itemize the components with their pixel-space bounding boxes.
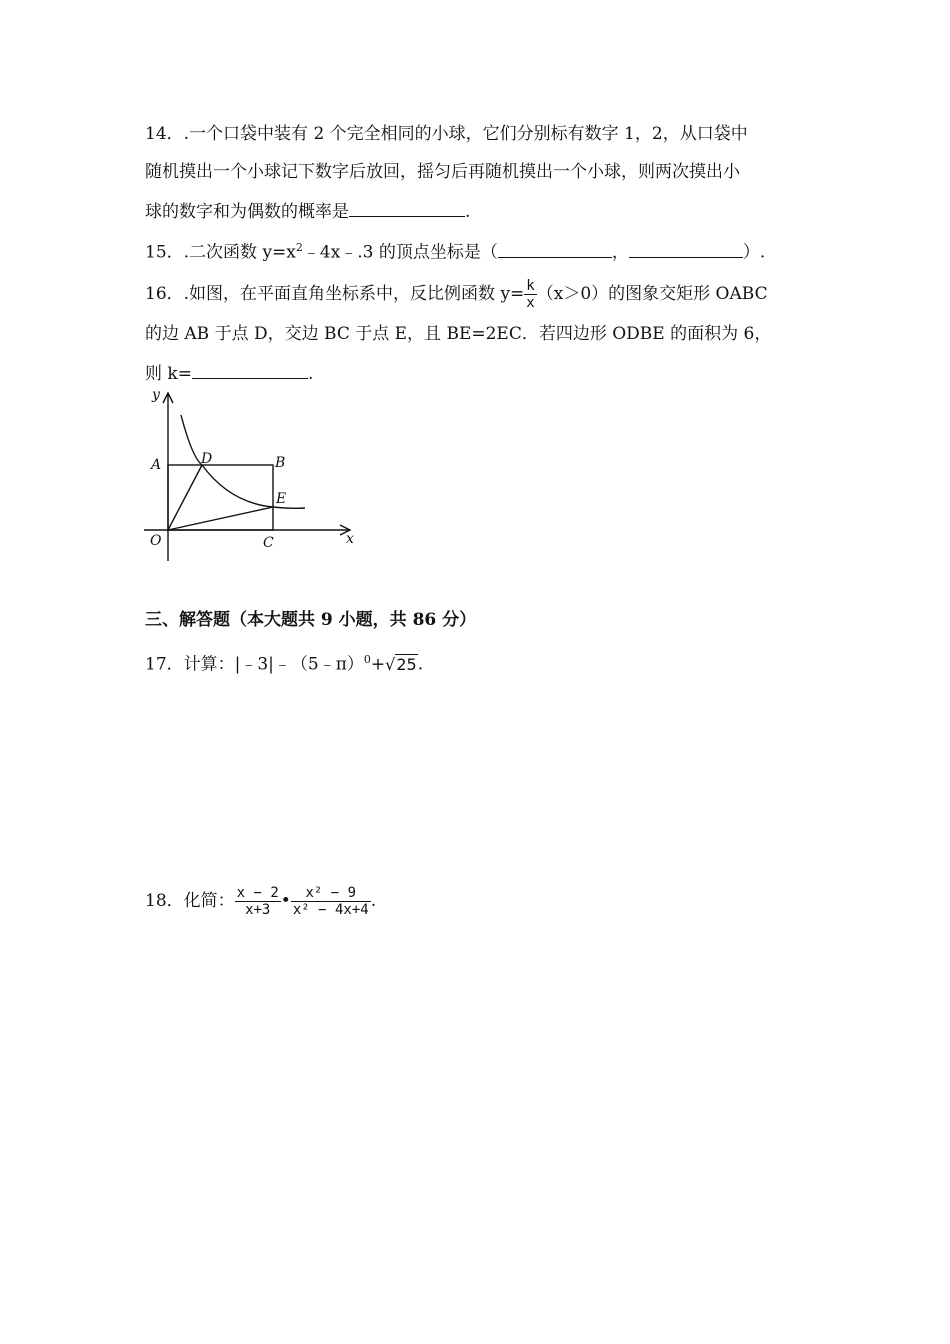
q16-line1-suffix: （x＞0）的图象交矩形 OABC <box>536 284 768 304</box>
q16-figure <box>140 385 370 570</box>
q16-answer-blank[interactable] <box>192 362 308 379</box>
q17-suffix: . <box>417 654 424 675</box>
q17-line <box>145 650 423 675</box>
label-x: x <box>346 531 354 547</box>
q18-frac2-den: x² − 4x+4 <box>292 902 369 918</box>
q18-fraction-2 <box>291 885 371 918</box>
q17-exponent: 0 <box>363 653 371 666</box>
q18-prefix: 18．化简： <box>145 891 235 911</box>
label-a: A <box>151 457 162 473</box>
label-b: B <box>275 455 286 471</box>
q15-middle: ﹣4x﹣.3 的顶点坐标是（ <box>302 242 498 263</box>
label-c: C <box>263 535 274 551</box>
segment-od <box>168 465 202 530</box>
q15-exponent: 2 <box>295 241 303 254</box>
q15-line <box>145 238 765 263</box>
q15-answer-blank-y[interactable] <box>629 241 743 258</box>
q14-line1: 14．.一个口袋中装有 2 个完全相同的小球，它们分别标有数字 1，2，从口袋中 <box>145 124 748 144</box>
q14-line3 <box>145 200 470 222</box>
q14-line3-text: 球的数字和为偶数的概率是 <box>145 202 349 222</box>
q14-line3-suffix: . <box>465 202 471 222</box>
q15-suffix: ）. <box>742 242 766 263</box>
q18-frac2-num: x² − 9 <box>291 885 371 902</box>
q15-answer-blank-x[interactable] <box>498 241 612 258</box>
q16-fraction <box>524 278 536 311</box>
q16-frac-den: x <box>526 295 535 311</box>
label-d: D <box>201 451 213 467</box>
label-y: y <box>152 387 160 403</box>
q16-line3-prefix: 则 k= <box>145 364 192 384</box>
q14-line2: 随机摸出一个小球记下数字后放回，摇匀后再随机摸出一个小球，则两次摸出小 <box>145 162 740 182</box>
q18-frac1-num: x − 2 <box>236 885 279 901</box>
q18-frac1-den: x+3 <box>245 902 271 918</box>
q18-suffix: . <box>370 891 377 911</box>
q17-radicand: 25 <box>396 654 417 674</box>
hyperbola-curve <box>181 415 305 508</box>
q18-dot: • <box>280 891 291 911</box>
q16-frac-num: k <box>526 278 535 294</box>
q16-line2: 的边 AB 于点 D，交边 BC 于点 E，且 BE=2EC．若四边形 ODBE 的面积为 6， <box>145 324 772 344</box>
q15-comma: ， <box>611 242 629 263</box>
q16-line1 <box>145 278 768 311</box>
label-o: O <box>150 533 162 549</box>
section3-title: 三、解答题（本大题共 9 小题，共 86 分） <box>145 610 477 630</box>
segment-oe <box>168 507 273 530</box>
q17-sqrt: √25 <box>385 654 417 674</box>
q14-answer-blank[interactable] <box>349 200 465 217</box>
q17-plus: + <box>370 654 386 675</box>
q18-fraction-1 <box>235 885 281 918</box>
rectangle-oabc <box>168 465 273 530</box>
q16-line3 <box>145 362 313 384</box>
q16-line3-suffix: . <box>307 364 314 384</box>
q18-line <box>145 876 376 926</box>
label-e: E <box>276 491 287 507</box>
q17-prefix: 17．计算：|﹣3|﹣（5﹣π） <box>145 654 364 675</box>
q15-prefix: 15．.二次函数 y=x <box>145 242 296 263</box>
q16-line1-prefix: 16．.如图，在平面直角坐标系中，反比例函数 y= <box>145 284 525 304</box>
